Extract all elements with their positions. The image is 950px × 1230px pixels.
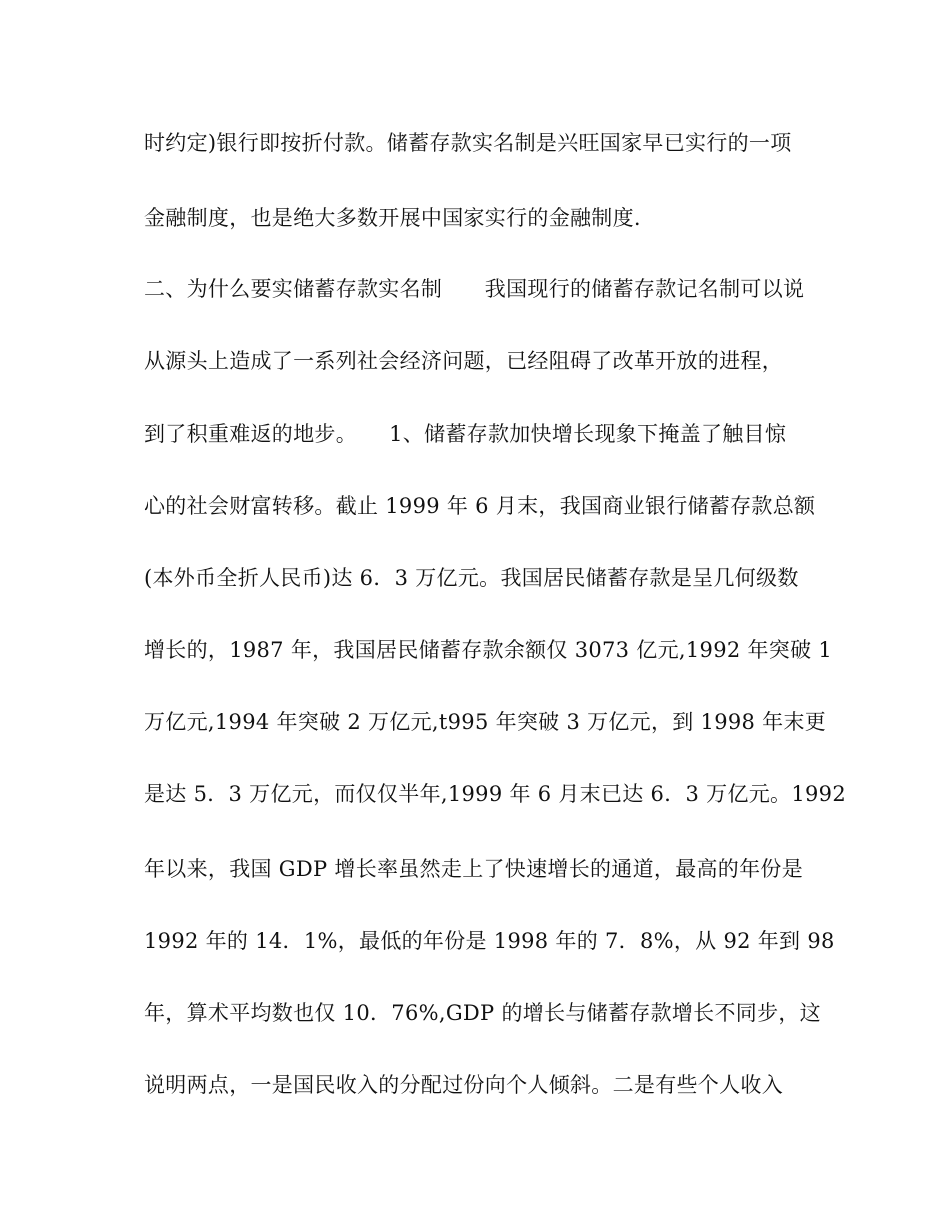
- text-line: 年，算术平均数也仅 10．76%,GDP 的增长与储蓄存款增长不同步，这: [144, 1001, 821, 1025]
- text-line: (本外币全折人民币)达 6．3 万亿元。我国居民储蓄存款是呈几何级数: [144, 566, 799, 590]
- text-line: 万亿元,1994 年突破 2 万亿元,t995 年突破 3 万亿元，到 1998 年末更: [144, 710, 827, 734]
- text-line: 到了积重难返的地步。 1、储蓄存款加快增长现象下掩盖了触目惊: [144, 422, 787, 446]
- text-line: 是达 5．3 万亿元，而仅仅半年,1999 年 6 月末已达 6．3 万亿元。1992: [144, 782, 846, 806]
- text-line: 心的社会财富转移。截止 1999 年 6 月末，我国商业银行储蓄存款总额: [144, 494, 816, 518]
- text-line: 增长的，1987 年，我国居民储蓄存款余额仅 3073 亿元,1992 年突破 1: [144, 638, 833, 662]
- text-line: 金融制度，也是绝大多数开展中国家实行的金融制度.: [144, 206, 641, 230]
- text-line: 从源头上造成了一系列社会经济问题，已经阻碍了改革开放的进程，: [144, 349, 783, 373]
- text-line: 时约定)银行即按折付款。储蓄存款实名制是兴旺国家早已实行的一项: [144, 131, 792, 155]
- text-line: 说明两点，一是国民收入的分配过份向个人倾斜。二是有些个人收入: [144, 1073, 783, 1097]
- text-line: 1992 年的 14．1%，最低的年份是 1998 年的 7．8%，从 92 年到 98: [144, 929, 835, 953]
- text-line: 年以来，我国 GDP 增长率虽然走上了快速增长的通道，最高的年份是: [144, 857, 803, 881]
- text-line: 二、为什么要实储蓄存款实名制 我国现行的储蓄存款记名制可以说: [144, 277, 805, 301]
